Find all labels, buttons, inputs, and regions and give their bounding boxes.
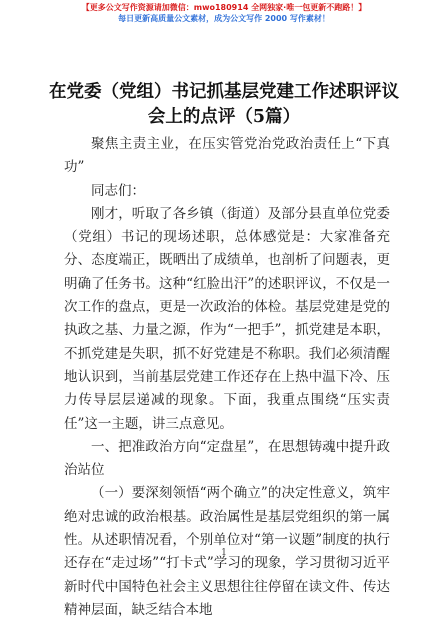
promo-banner (0, 2, 448, 24)
document-title-line2: 会上的点评（5篇） (147, 107, 301, 127)
promo-banner-line1: 【更多公文写作资源请加微信：mwo180914 全网独家·唯一包更新不跑路！】 (81, 3, 367, 12)
section-heading-1: 一、把准政治方向“定盘星”，在思想铸魂中提升政治站位 (64, 438, 390, 479)
greeting: 同志们： (91, 182, 145, 199)
subtitle: 聚焦主责主业，在压实管党治党政治责任上“下真功” (64, 136, 390, 176)
page-number: 1 (221, 548, 227, 558)
paragraph-subsection-1: （一）要深刻领悟“两个确立”的决定性意义，筑牢绝对忠诚的政治根基。政治属性是基层党组织的第一属性。从述职情况看，个别单位对“第一议题”制度的执行还存在“走过场”“打卡式”学习的现象，学习贯彻习近平新时代中国特色社会主义思想往往停留在读文件、传达精神层面，缺乏结合本地 (64, 485, 390, 618)
document-title-line1: 在党委（党组）书记抓基层党建工作述职评议 (49, 82, 399, 102)
document-title (0, 80, 448, 130)
promo-banner-line2: 每日更新高质量公文素材，成为公文写作 2000 写作素材！ (118, 14, 330, 23)
paragraph-intro: 刚才，听取了各乡镇（街道）及部分县直单位党委（党组）书记的现场述职，总体感觉是：大家准备充分、态度端正，既晒出了成绩单，也剖析了问题表，更明确了任务书。这种“红脸出汗”的述职评议，不仅是一次工作的盘点，更是一次政治的体检。基层党建是党的执政之基、力量之源，作为“一把手”，抓党建是本职，不抓党建是失职，抓不好党建是不称职。我们必须清醒地认识到，当前基层党建工作还存在上热中温下冷、压力传导层层递减的现象。下面，我重点围绕“压实责任”这一主题，讲三点意见。 (64, 205, 390, 432)
